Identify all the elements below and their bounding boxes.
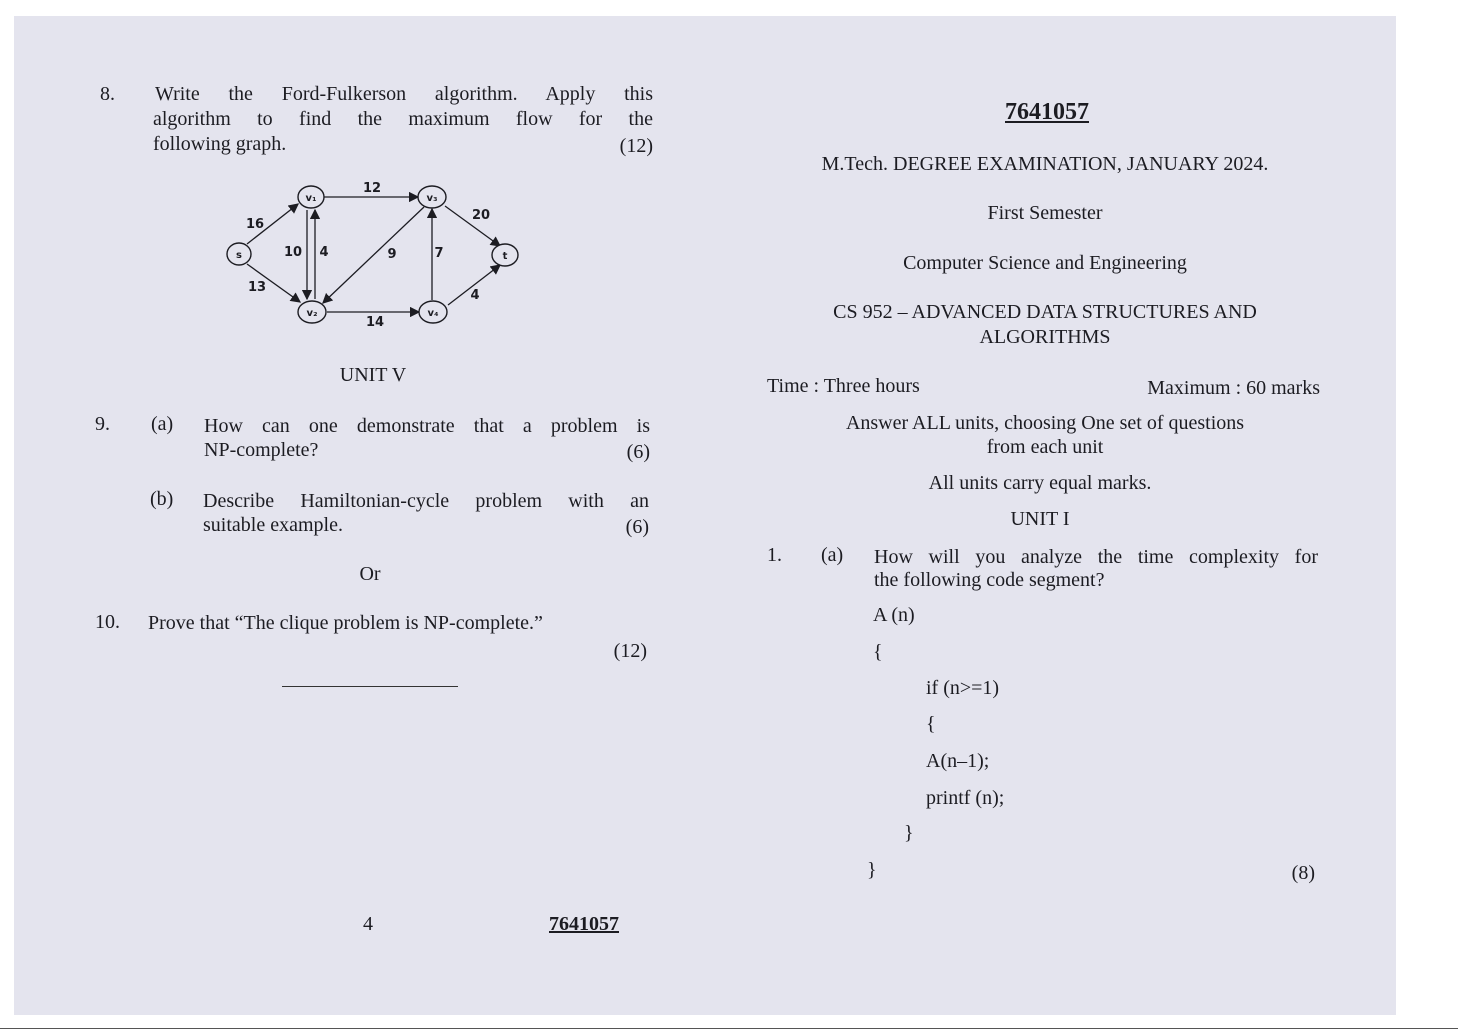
q10-text: Prove that “The clique problem is NP-complete.” (148, 612, 543, 634)
code-line-3: if (n>=1) (926, 677, 1000, 699)
exam-title: M.Tech. DEGREE EXAMINATION, JANUARY 2024. (821, 153, 1269, 175)
instruction-line2: from each unit (986, 436, 1104, 458)
page-number: 4 (363, 913, 373, 935)
code-line-2: { (873, 641, 883, 663)
q9a-label: (a) (151, 413, 174, 435)
q9b-line1: Describe Hamiltonian-cycle problem with an (203, 490, 649, 512)
course-line1: CS 952 – ADVANCED DATA STRUCTURES AND (833, 301, 1257, 323)
q9-number: 9. (95, 413, 110, 435)
code-line-7: } (904, 822, 914, 844)
node-v1: v₁ (305, 193, 317, 204)
q10-marks: (12) (613, 640, 647, 662)
unit-i-heading: UNIT I (1010, 508, 1070, 530)
node-v2: v₂ (306, 308, 318, 319)
q9b-label: (b) (150, 488, 174, 510)
node-v4: v₄ (427, 308, 439, 319)
page-edge-line (0, 1028, 1458, 1029)
edge-label-14: 14 (365, 315, 385, 328)
edge-label-9: 9 (387, 247, 397, 262)
q8-number: 8. (100, 83, 115, 105)
edge-label-16: 16 (245, 217, 265, 232)
code-line-8: } (867, 859, 877, 881)
edge-label-10: 10 (283, 245, 303, 260)
edge-v3-v2 (323, 207, 424, 303)
edge-label-4a: 4 (319, 245, 329, 260)
q1a-marks: (8) (1291, 862, 1315, 884)
node-v3: v₃ (426, 193, 438, 204)
edge-label-20: 20 (471, 208, 491, 223)
q1a-line2: the following code segment? (874, 569, 1105, 591)
q9a-line1: How can one demonstrate that a problem is (204, 415, 650, 437)
time-allowed: Time : Three hours (767, 375, 920, 397)
q9a-marks: (6) (626, 441, 650, 463)
q9a-line2: NP-complete? (204, 439, 319, 461)
q9b-line2: suitable example. (203, 514, 343, 536)
code-line-1: A (n) (873, 604, 915, 626)
edge-label-4b: 4 (470, 288, 480, 303)
maximum-marks: Maximum : 60 marks (1147, 377, 1320, 399)
edge-label-13: 13 (247, 280, 267, 295)
department: Computer Science and Engineering (903, 252, 1187, 274)
edge-label-7: 7 (434, 246, 444, 261)
footer-code: 7641057 (549, 913, 619, 935)
semester: First Semester (987, 202, 1103, 224)
q1a-line1: How will you analyze the time complexity for (874, 546, 1318, 568)
q9b-marks: (6) (625, 516, 649, 538)
q1-number: 1. (767, 544, 782, 566)
instruction-line1: Answer ALL units, choosing One set of questions (845, 412, 1245, 434)
equal-marks-note: All units carry equal marks. (928, 472, 1152, 494)
unit-v-heading: UNIT V (339, 364, 407, 386)
course-line2: ALGORITHMS (979, 326, 1111, 348)
q8-line3: following graph. (153, 133, 287, 155)
end-rule (282, 686, 458, 687)
code-line-4: { (926, 713, 936, 735)
code-line-5: A(n–1); (926, 750, 990, 772)
q1a-label: (a) (821, 544, 844, 566)
or-separator: Or (359, 563, 381, 585)
edge-label-12: 12 (362, 181, 382, 196)
q10-number: 10. (95, 611, 120, 633)
flow-network-graph (220, 178, 530, 328)
node-t: t (502, 251, 508, 262)
node-s: s (236, 250, 242, 261)
q8-line1: Write the Ford-Fulkerson algorithm. Apply this (155, 83, 653, 105)
code-line-6: printf (n); (926, 787, 1005, 809)
q8-marks: (12) (619, 135, 653, 157)
q8-line2: algorithm to find the maximum flow for the (153, 108, 653, 130)
paper-code: 7641057 (1005, 99, 1089, 125)
